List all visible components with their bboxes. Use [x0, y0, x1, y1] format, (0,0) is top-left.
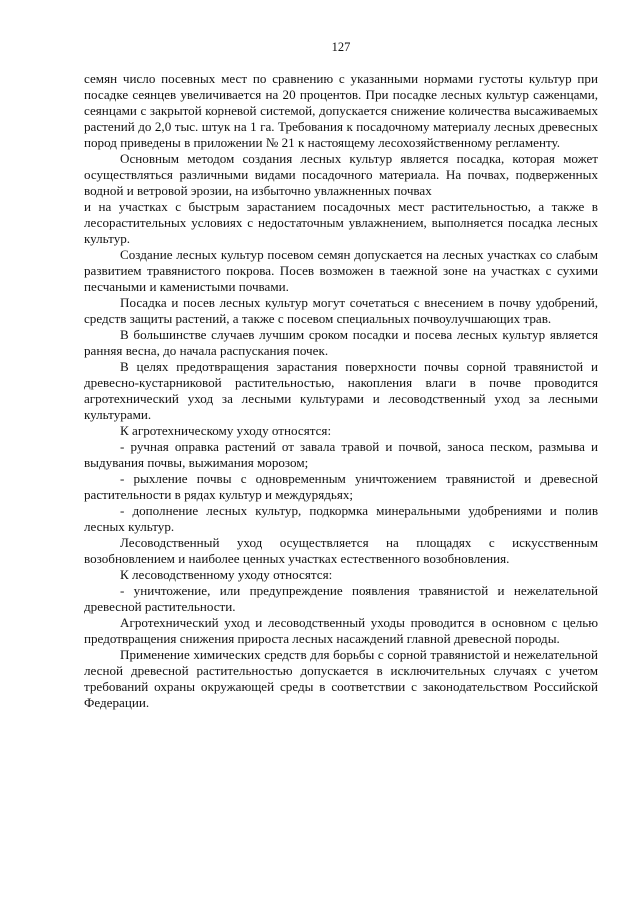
document-body — [84, 71, 598, 711]
paragraph-11: Агротехнический уход и лесоводственный уходы проводится в основном с целью предотвращения снижения прироста лесных насаждений главной древесной породы. — [84, 615, 598, 646]
paragraph-4: Создание лесных культур посевом семян допускается на лесных участках со слабым развитием травянистого покрова. Посев возможен в таежной зоне на участках с сухими песчаными и каменистыми почвами. — [84, 247, 598, 294]
paragraph-6: В большинстве случаев лучшим сроком посадки и посева лесных культур является ранняя весна, до начала распускания почек. — [84, 327, 598, 358]
paragraph-1: семян число посевных мест по сравнению с указанными нормами густоты культур при посадке сеянцев увеличивается на 20 процентов. При посадке лесных культур саженцами, сеянцами с закрытой корневой системой, допускается снижение количества высаживаемых растений до 2,0 тыс. штук на 1 га. Требования к посадочному материалу лесных древесных пород приведены в приложении № 21 к настоящему лесохозяйственному регламенту. — [84, 71, 598, 150]
list-item-1: - ручная оправка растений от завала травой и почвой, заноса песком, размыва и выдувания почвы, выжимания морозом; — [84, 439, 598, 470]
paragraph-12: Применение химических средств для борьбы с сорной травянистой и нежелательной лесной древесной растительностью допускается в исключительных случаях с учетом требований охраны окружающей среды в соответствии с законодательством Российской Федерации. — [84, 647, 598, 710]
paragraph-10: К лесоводственному уходу относятся: — [120, 567, 333, 582]
paragraph-8: К агротехническому уходу относятся: — [120, 423, 332, 438]
page-number: 127 — [331, 40, 351, 54]
paragraph-9: Лесоводственный уход осуществляется на площадях с искусственным возобновлением и наиболее ценных участках естественного возобновления. — [84, 535, 598, 566]
list-item-2: - рыхление почвы с одновременным уничтожением травянистой и древесной растительности в рядах культур и междурядьях; — [84, 471, 598, 502]
list-item-3: - дополнение лесных культур, подкормка минеральными удобрениями и полив лесных культур. — [84, 503, 598, 534]
paragraph-3: и на участках с быстрым зарастанием посадочных мест растительностью, а также в лесорастительных условиях с недостаточным увлажнением, выполняется посадка лесных культур. — [84, 199, 598, 246]
list-item-4: - уничтожение, или предупреждение появления травянистой и нежелательной древесной растительности. — [84, 583, 598, 614]
paragraph-2: Основным методом создания лесных культур является посадка, которая может осуществляться различными видами посадочного материала. На почвах, подверженных водной и ветровой эрозии, на избыточно увлажненных почвах — [84, 151, 598, 198]
paragraph-7: В целях предотвращения зарастания поверхности почвы сорной травянистой и древесно-кустарниковой растительностью, накопления влаги в почве проводится агротехнический уход за лесными культурами и лесоводственный уход за лесными культурами. — [84, 359, 598, 422]
paragraph-5: Посадка и посев лесных культур могут сочетаться с внесением в почву удобрений, средств защиты растений, а также с посевом специальных почвоулучшающих трав. — [84, 295, 598, 326]
